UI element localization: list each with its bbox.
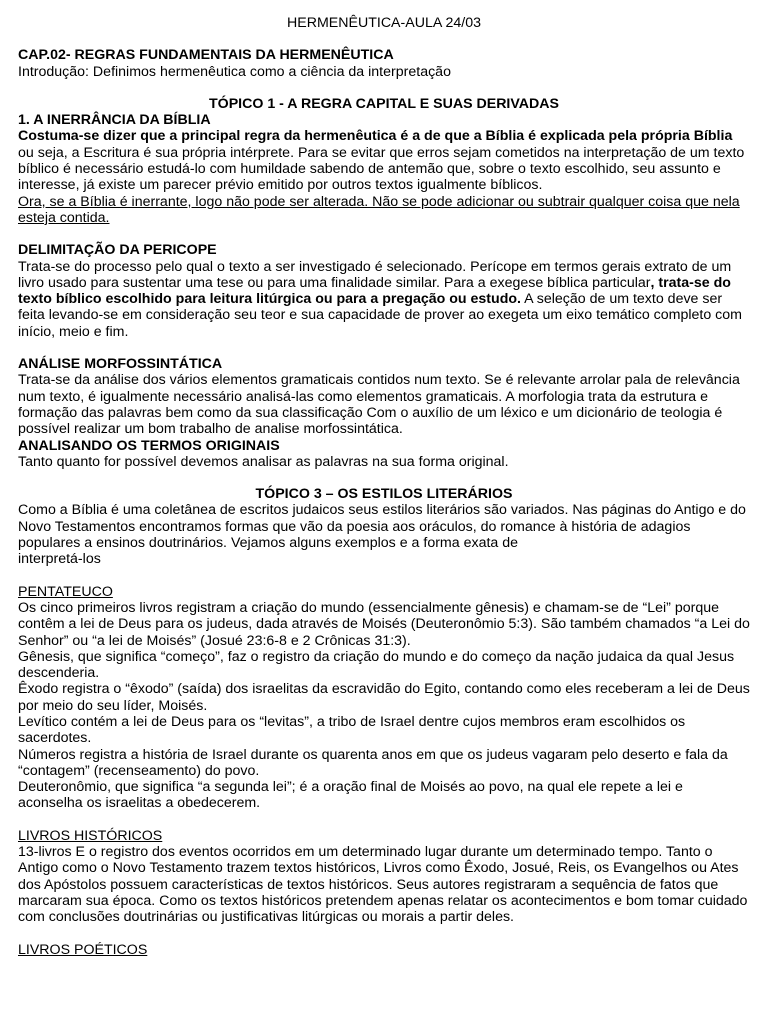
pericope-text-a: Trata-se do processo pelo qual o texto a ser investigado é selecionado. Perícope em termos gerais extrato de um livro usado para sustentar uma tese ou para uma finalidade similar. Para a exegese bíblica particular bbox=[18, 258, 732, 291]
pentateuch-paragraph: Os cinco primeiros livros registram a criação do mundo (essencialmente gênesis) e chamam-se de “Lei” porque contêm a lei de Deus para os judeus, dada através de Moisés (Deuteronômio 5:3). São também chamados “a Lei do Senhor” ou “a lei de Moisés” (Josué 23:6-8 e 2 Crônicas 31:3). bbox=[18, 599, 750, 649]
pericope-text-bold: , trata-se do texto bíblico escolhido para leitura litúrgica ou para a pregação ou estudo. bbox=[18, 274, 731, 308]
literary-styles-paragraph-end: interpretá-los bbox=[18, 551, 101, 568]
original-terms-heading: ANALISANDO OS TERMOS ORIGINAIS bbox=[18, 437, 280, 454]
pericope-paragraph bbox=[18, 259, 750, 340]
inerrancy-underlined-text: Ora, se a Bíblia é inerrante, logo não pode ser alterada. Não se pode adicionar ou subtrair qualquer coisa que nela esteja contida. bbox=[18, 193, 740, 226]
morphosyntactic-paragraph: Trata-se da análise dos vários elementos gramaticais contidos num texto. Se é relevante arrolar pala de relevância num texto, é igualmente necessário analisá-las como elementos gramaticais. A morfologia trata da estrutura e formação das palavras bem como da sua classificação Com o auxílio de um léxico e um dicionário de teologia é possível realizar um bom trabalho de analise morfossintática. bbox=[18, 372, 740, 438]
exodus-paragraph: Êxodo registra o “êxodo” (saída) dos israelitas da escravidão do Egito, contando como eles receberam a lei de Deus por meio do seu líder, Moisés. bbox=[18, 681, 750, 714]
historical-books-paragraph: 13-livros E o registro dos eventos ocorridos em um determinado lugar durante um determinado tempo. Tanto o Antigo como o Novo Testamento trazem textos históricos, Livros como Êxodo, Josué, Reis, os Evangelhos ou Ates dos Apóstolos possuem características de textos históricos. Seus autores registraram a sequência de fatos que marcaram sua época. Como os textos históricos pretendem apenas relatar os acontecimentos e bom tomar cuidado com conclusões doutrinárias ou justificativas litúrgicas ou morais a partir deles. bbox=[18, 844, 748, 926]
chapter-heading: CAP.02- REGRAS FUNDAMENTAIS DA HERMENÊUTICA bbox=[18, 47, 394, 64]
topic-1-heading: TÓPICO 1 - A REGRA CAPITAL E SUAS DERIVADAS bbox=[209, 95, 559, 112]
poetic-books-heading: LIVROS POÉTICOS bbox=[18, 941, 148, 958]
historical-books-heading: LIVROS HISTÓRICOS bbox=[18, 827, 163, 844]
original-terms-paragraph: Tanto quanto for possível devemos analisar as palavras na sua forma original. bbox=[18, 453, 509, 470]
chapter-intro: Introdução: Definimos hermenêutica como a ciência da interpretação bbox=[18, 63, 451, 80]
leviticus-paragraph: Levítico contém a lei de Deus para os “levitas”, a tribo de Israel dentre cujos membros eram escolhidos os sacerdotes. bbox=[18, 713, 686, 747]
literary-styles-paragraph: Como a Bíblia é uma coletânea de escritos judaicos seus estilos literários são variados. Nas páginas do Antigo e do Novo Testamentos encontramos formas que vão da poesia aos oráculos, do romance à história de adagios populares a ensinos doutrinários. Vejamos alguns exemplos e a forma exata de bbox=[18, 502, 746, 552]
inerrancy-bold-line: Costuma-se dizer que a principal regra da hermenêutica é a de que a Bíblia é explicada pela própria Bíblia bbox=[18, 128, 733, 145]
genesis-paragraph: Gênesis, que significa “começo”, faz o registro da criação do mundo e do começo da nação judaica da qual Jesus descenderia. bbox=[18, 648, 735, 682]
inerrancy-subheading: 1. A INERRÂNCIA DA BÍBLIA bbox=[18, 112, 211, 129]
pericope-text-b: A seleção de um texto deve ser feita levando-se em consideração seu teor e sua capacidade de prover ao exegeta um eixo temático completo com início, meio e fim. bbox=[18, 291, 742, 340]
topic-3-heading: TÓPICO 3 – OS ESTILOS LITERÁRIOS bbox=[255, 486, 513, 503]
pentateuch-heading: PENTATEUCO bbox=[18, 583, 113, 600]
inerrancy-paragraph: ou seja, a Escritura é sua própria intérprete. Para se evitar que erros sejam cometidos na interpretação de um texto bíblico é necessário estudá-lo com humildade sabendo de antemão que, sobre o texto escolhido, seu assunto e interesse, já existe um parecer prévio emitido por outros textos igualmente bíblicos. bbox=[18, 144, 745, 194]
document-title: HERMENÊUTICA-AULA 24/03 bbox=[287, 15, 481, 31]
deuteronomy-paragraph: Deuteronômio, que significa “a segunda lei”; é a oração final de Moisés ao povo, na qual ele repete a lei e aconselha os israelitas a obedecerem. bbox=[18, 779, 683, 812]
pericope-heading: DELIMITAÇÃO DA PERICOPE bbox=[18, 242, 217, 259]
morphosyntactic-heading: ANÁLISE MORFOSSINTÁTICA bbox=[18, 356, 223, 373]
numbers-paragraph: Números registra a história de Israel durante os quarenta anos em que os judeus vagaram pelo deserto e fala da “contagem” (recenseamento) do povo. bbox=[18, 746, 728, 779]
